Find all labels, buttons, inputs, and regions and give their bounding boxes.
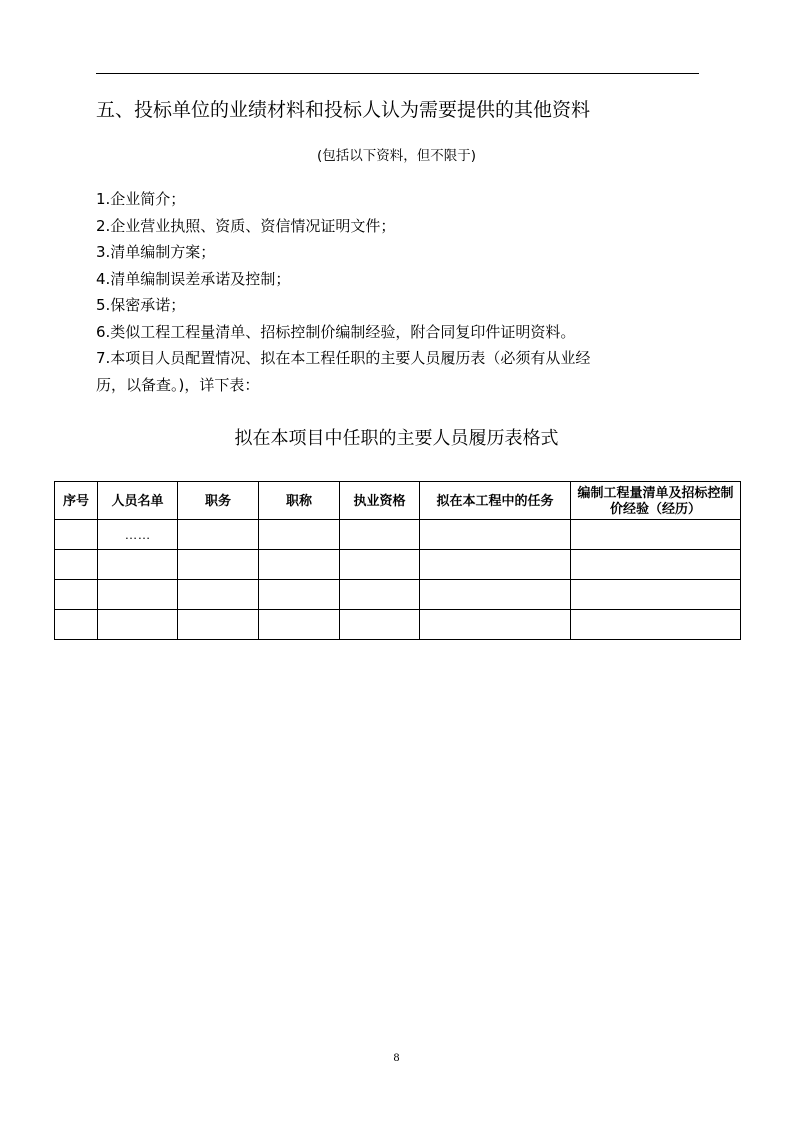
table-cell [98, 610, 178, 640]
table-cell [340, 550, 420, 580]
table-cell [259, 520, 340, 550]
page-number: 8 [393, 1050, 400, 1064]
list-item: 2.企业营业执照、资质、资信情况证明文件； [96, 216, 396, 235]
table-cell [571, 550, 741, 580]
header-experience: 编制工程量清单及招标控制价经验（经历） [571, 482, 741, 520]
personnel-resume-table [54, 481, 741, 640]
table-cell [98, 580, 178, 610]
table-row [55, 610, 741, 640]
list-item: 1.企业简介； [96, 190, 186, 208]
list-item: 7.本项目人员配置情况、拟在本工程任职的主要人员履历表（必须有从业经 [96, 349, 591, 367]
table-cell [55, 520, 98, 550]
table-title: 拟在本项目中任职的主要人员履历表格式 [234, 428, 559, 449]
header-rule [96, 73, 699, 74]
table-cell [420, 550, 571, 580]
table-row [55, 550, 741, 580]
table-cell [571, 520, 741, 550]
table-cell [259, 550, 340, 580]
list-item: 6.类似工程工程量清单、招标控制价编制经验，附合同复印件证明资料。 [96, 322, 576, 341]
table-cell [571, 610, 741, 640]
table-cell [178, 520, 259, 550]
table-cell [571, 580, 741, 610]
header-qualification: 执业资格 [340, 482, 420, 520]
table-cell [55, 610, 98, 640]
table-cell [420, 520, 571, 550]
header-serial: 序号 [55, 482, 98, 520]
table-cell: …… [98, 520, 178, 550]
table-cell [178, 550, 259, 580]
table-row [55, 520, 741, 550]
table-cell [259, 610, 340, 640]
list-item: 5.保密承诺； [96, 296, 186, 314]
table-header-row [55, 482, 741, 520]
table-cell [55, 580, 98, 610]
table-cell [98, 550, 178, 580]
table-cell [178, 610, 259, 640]
table-cell [340, 580, 420, 610]
list-item: 历，以备查。)，详下表： [96, 375, 260, 394]
section-title: 五、投标单位的业绩材料和投标人认为需要提供的其他资料 [96, 99, 591, 121]
header-task: 拟在本工程中的任务 [420, 482, 571, 520]
table-cell [259, 580, 340, 610]
table-cell [420, 580, 571, 610]
header-title: 职称 [259, 482, 340, 520]
table-cell [340, 520, 420, 550]
list-item: 3.清单编制方案； [96, 243, 216, 261]
requirement-list [96, 186, 706, 398]
header-position: 职务 [178, 482, 259, 520]
table-cell [55, 550, 98, 580]
table-row [55, 580, 741, 610]
section-note: (包括以下资料，但不限于) [316, 148, 477, 164]
table-cell [420, 610, 571, 640]
table-cell [178, 580, 259, 610]
header-personnel: 人员名单 [98, 482, 178, 520]
table-cell [340, 610, 420, 640]
list-item: 4.清单编制误差承诺及控制； [96, 269, 291, 288]
